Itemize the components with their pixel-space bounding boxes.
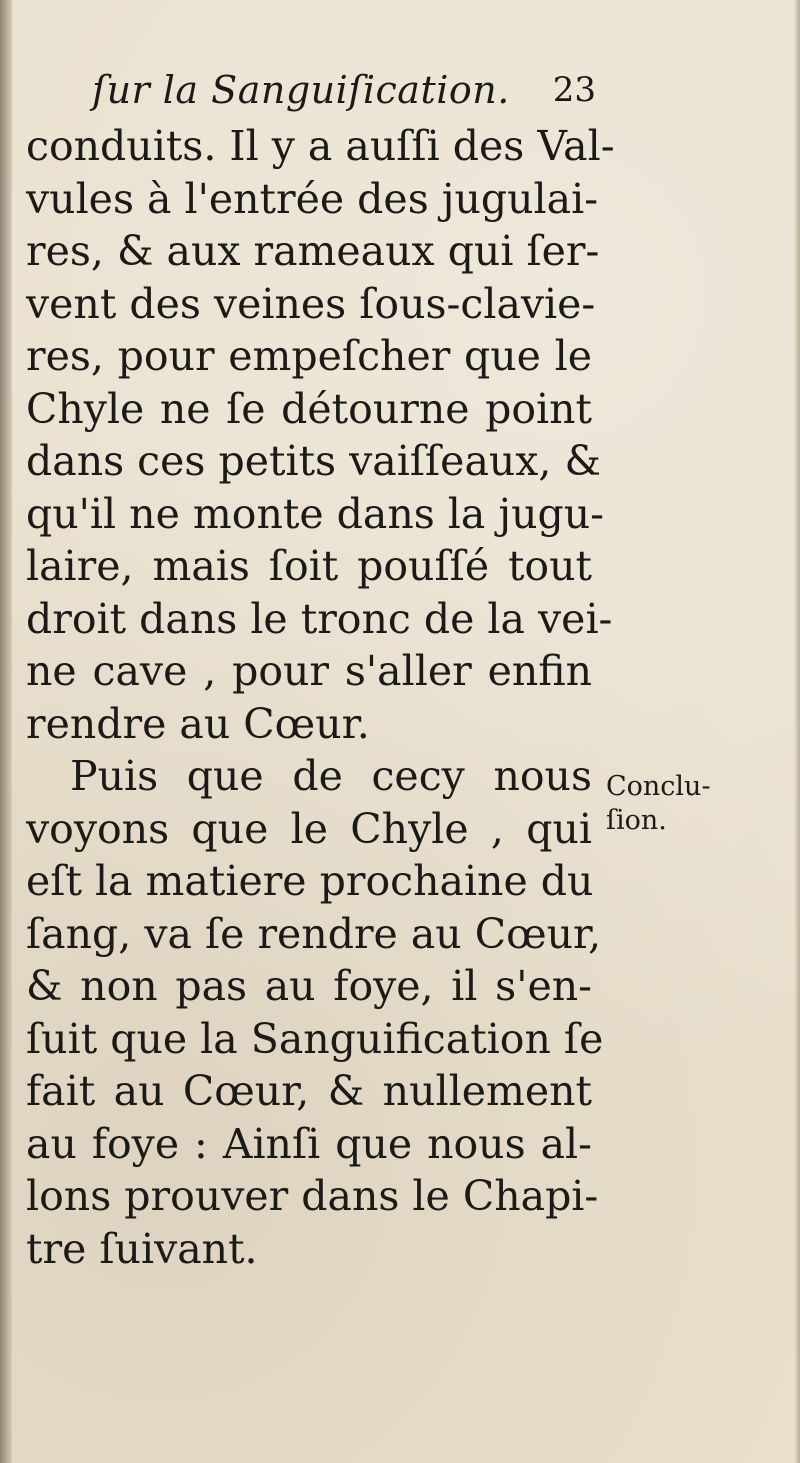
text-line: ne cave , pour s'aller enfin bbox=[26, 647, 592, 695]
text-line: res, pour empeſcher que le bbox=[26, 332, 592, 380]
text-line: & non pas au foye, il s'en- bbox=[26, 962, 592, 1010]
margin-note-line: Conclu- bbox=[606, 771, 711, 802]
text-line: res, & aux rameaux qui ſer- bbox=[26, 227, 600, 275]
text-line: au foye : Ainſi que nous al- bbox=[26, 1119, 592, 1168]
text-line: rendre au Cœur. bbox=[26, 699, 370, 748]
text-line: qu'il ne monte dans la jugu- bbox=[26, 489, 605, 538]
running-title: ſur la Sanguiſication. bbox=[92, 68, 510, 112]
text-line: eſt la matiere prochaine du bbox=[26, 857, 594, 905]
margin-note bbox=[606, 770, 756, 838]
page-edge bbox=[794, 0, 800, 1463]
text-line: Chyle ne ſe détourne point bbox=[26, 384, 592, 433]
text-line: Puis que de cecy nous bbox=[70, 752, 592, 800]
page-gutter bbox=[0, 0, 12, 1463]
text-line: ſang, va ſe rendre au Cœur, bbox=[26, 909, 602, 958]
text-line: laire, mais ſoit pouſſé tout bbox=[26, 542, 592, 590]
page-number: 23 bbox=[552, 70, 596, 110]
body-text bbox=[26, 120, 615, 1275]
text-line: conduits. Il y a auſſi des Val- bbox=[26, 122, 615, 170]
text-line: voyons que le Chyle , qui bbox=[26, 804, 592, 853]
text-line: vules à l'entrée des jugulai- bbox=[26, 174, 599, 223]
text-line: lons prouver dans le Chapi- bbox=[26, 1172, 599, 1220]
page-header bbox=[92, 64, 604, 120]
text-line: ſuit que la Sanguification ſe bbox=[26, 1014, 604, 1063]
text-line: vent des veines ſous-clavie- bbox=[26, 279, 596, 328]
text-line: tre ſuivant. bbox=[26, 1224, 258, 1273]
margin-note-line: ſion. bbox=[606, 805, 667, 836]
text-line: dans ces petits vaiſſeaux, & bbox=[26, 437, 601, 485]
text-line: droit dans le tronc de la vei- bbox=[26, 594, 613, 643]
text-line: fait au Cœur, & nullement bbox=[26, 1067, 592, 1115]
